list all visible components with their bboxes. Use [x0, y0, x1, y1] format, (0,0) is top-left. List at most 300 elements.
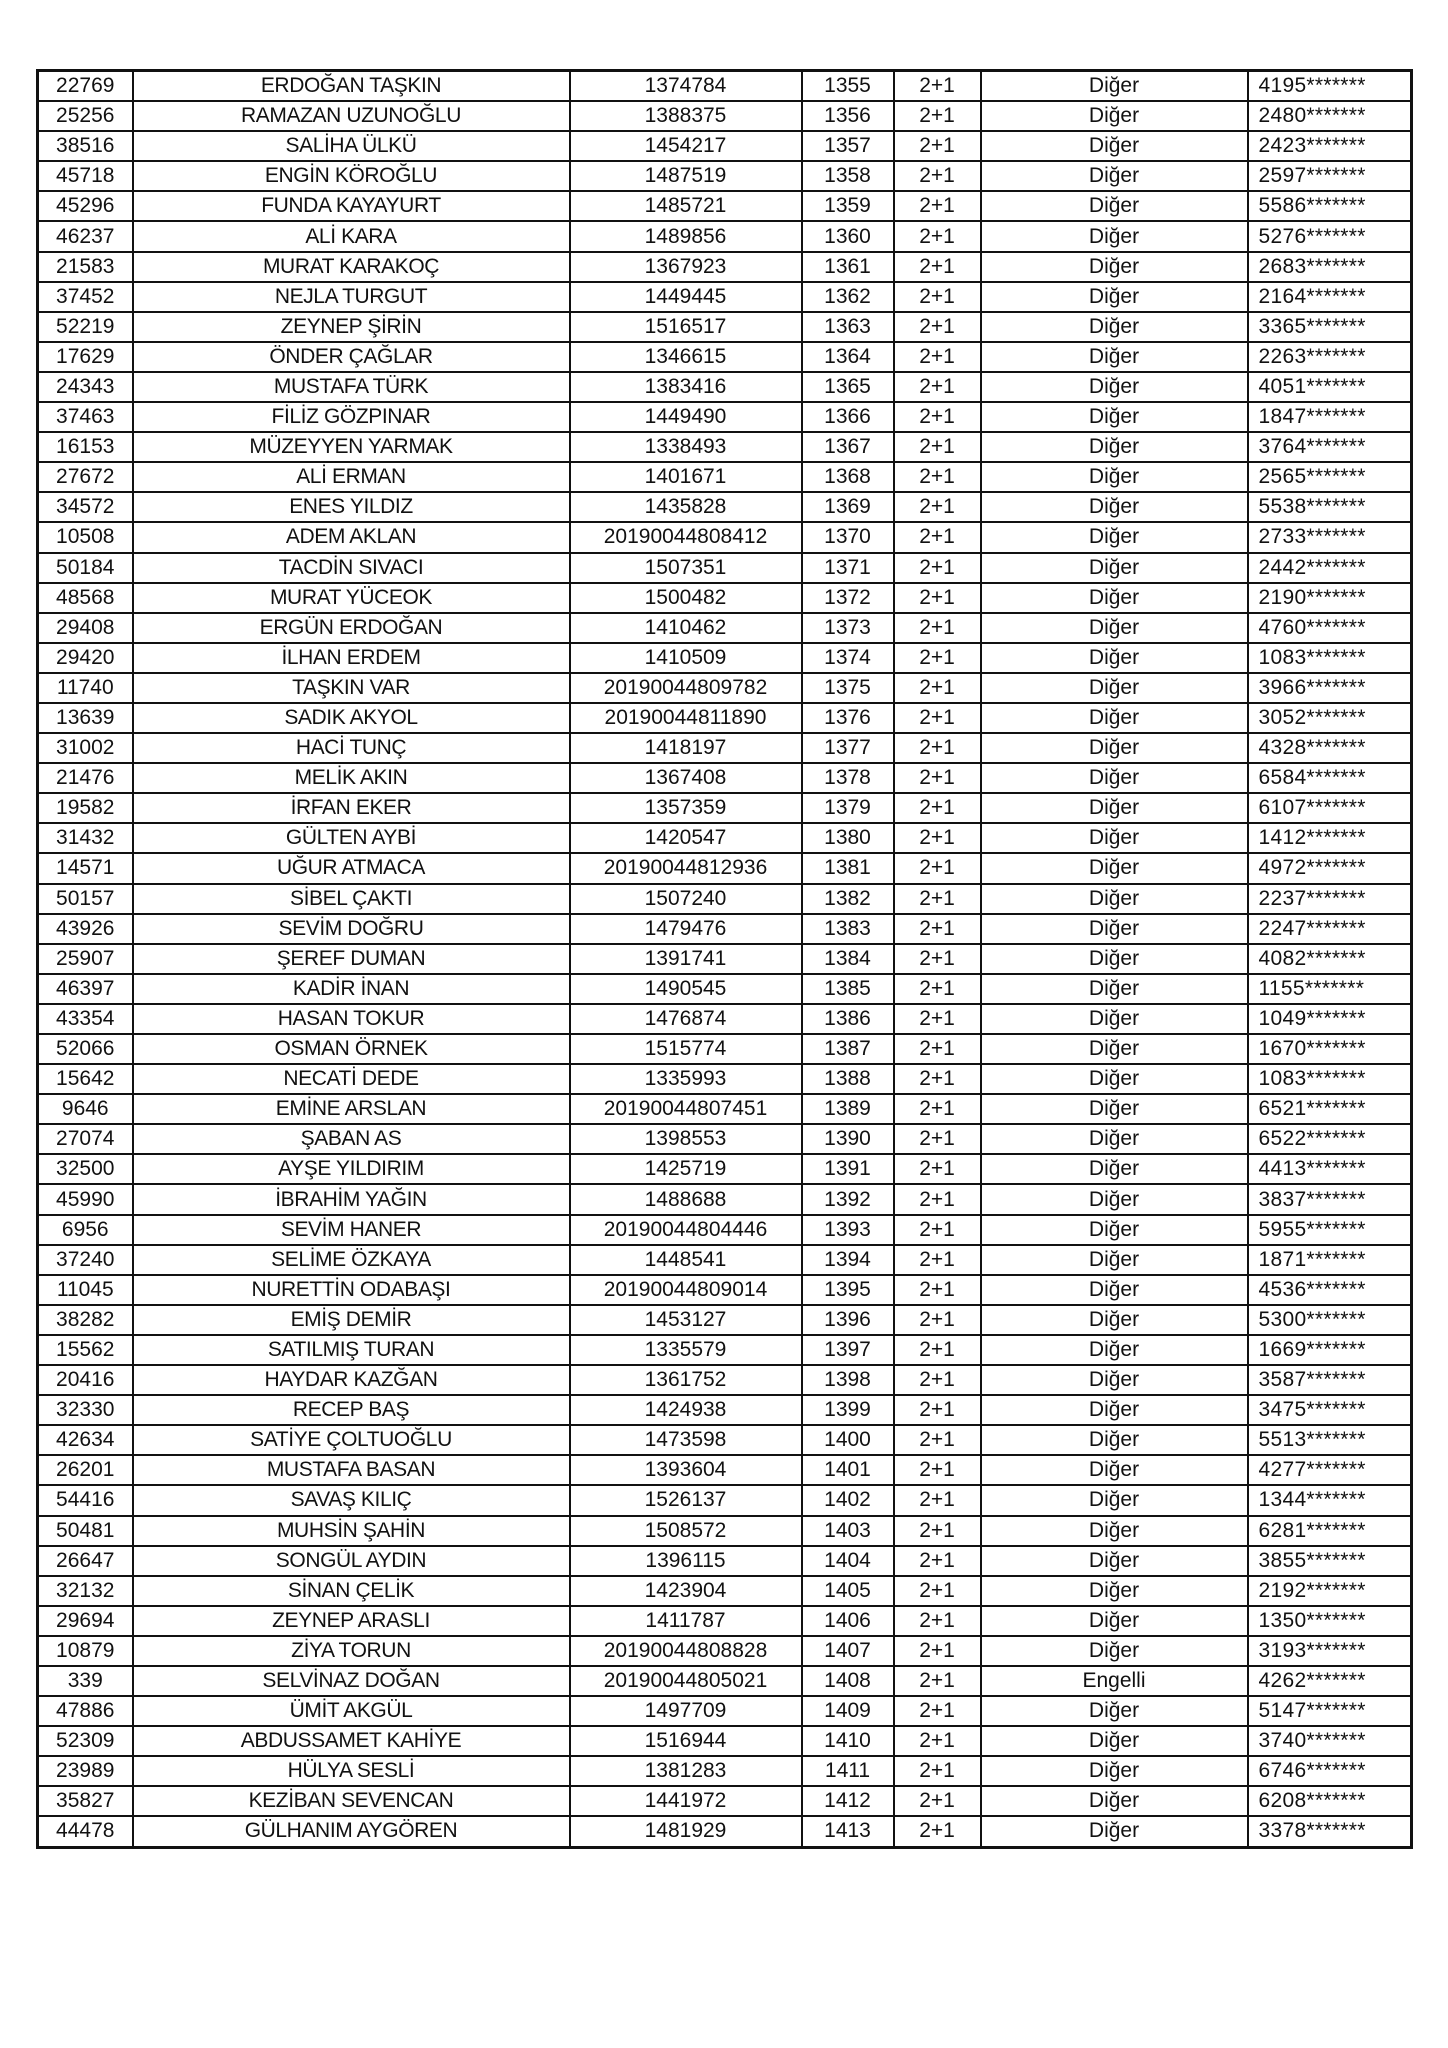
house-type-cell: 2+1 — [894, 522, 981, 552]
full-name-cell: SADIK AKYOL — [133, 703, 570, 733]
masked-id-cell: 1344******* — [1248, 1485, 1412, 1515]
application-no-cell: 25907 — [38, 944, 133, 974]
masked-id-cell: 2263******* — [1248, 342, 1412, 372]
table-row — [38, 673, 1412, 703]
draw-order-cell: 1357 — [802, 131, 894, 161]
house-type-cell: 2+1 — [894, 914, 981, 944]
reference-no-cell: 20190044809014 — [570, 1275, 802, 1305]
reference-no-cell: 1391741 — [570, 944, 802, 974]
house-type-cell: 2+1 — [894, 1064, 981, 1094]
masked-id-cell: 5586******* — [1248, 191, 1412, 221]
full-name-cell: SATILMIŞ TURAN — [133, 1335, 570, 1365]
category-cell: Diğer — [981, 221, 1248, 251]
application-no-cell: 11045 — [38, 1275, 133, 1305]
category-cell: Diğer — [981, 1004, 1248, 1034]
reference-no-cell: 1410462 — [570, 613, 802, 643]
masked-id-cell: 4051******* — [1248, 372, 1412, 402]
full-name-cell: SEVİM HANER — [133, 1215, 570, 1245]
application-no-cell: 22769 — [38, 71, 133, 102]
house-type-cell: 2+1 — [894, 71, 981, 102]
category-cell: Diğer — [981, 131, 1248, 161]
table-row — [38, 884, 1412, 914]
reference-no-cell: 20190044808828 — [570, 1636, 802, 1666]
application-no-cell: 31432 — [38, 823, 133, 853]
house-type-cell: 2+1 — [894, 101, 981, 131]
house-type-cell: 2+1 — [894, 432, 981, 462]
house-type-cell: 2+1 — [894, 282, 981, 312]
category-cell: Diğer — [981, 1756, 1248, 1786]
draw-order-cell: 1382 — [802, 884, 894, 914]
category-cell: Diğer — [981, 914, 1248, 944]
house-type-cell: 2+1 — [894, 1395, 981, 1425]
full-name-cell: FİLİZ GÖZPINAR — [133, 402, 570, 432]
draw-order-cell: 1402 — [802, 1485, 894, 1515]
house-type-cell: 2+1 — [894, 1696, 981, 1726]
table-row — [38, 1064, 1412, 1094]
masked-id-cell: 1412******* — [1248, 823, 1412, 853]
category-cell: Diğer — [981, 673, 1248, 703]
reference-no-cell: 1449490 — [570, 402, 802, 432]
application-no-cell: 45718 — [38, 161, 133, 191]
category-cell: Diğer — [981, 583, 1248, 613]
category-cell: Diğer — [981, 1546, 1248, 1576]
reference-no-cell: 20190044807451 — [570, 1094, 802, 1124]
draw-order-cell: 1376 — [802, 703, 894, 733]
draw-order-cell: 1386 — [802, 1004, 894, 1034]
application-no-cell: 9646 — [38, 1094, 133, 1124]
reference-no-cell: 1508572 — [570, 1516, 802, 1546]
draw-order-cell: 1409 — [802, 1696, 894, 1726]
house-type-cell: 2+1 — [894, 613, 981, 643]
draw-order-cell: 1392 — [802, 1184, 894, 1214]
draw-order-cell: 1362 — [802, 282, 894, 312]
draw-order-cell: 1412 — [802, 1786, 894, 1816]
draw-order-cell: 1384 — [802, 944, 894, 974]
house-type-cell: 2+1 — [894, 553, 981, 583]
reference-no-cell: 1393604 — [570, 1455, 802, 1485]
application-no-cell: 46237 — [38, 221, 133, 251]
masked-id-cell: 2190******* — [1248, 583, 1412, 613]
reference-no-cell: 1361752 — [570, 1365, 802, 1395]
category-cell: Diğer — [981, 522, 1248, 552]
category-cell: Diğer — [981, 553, 1248, 583]
reference-no-cell: 1441972 — [570, 1786, 802, 1816]
full-name-cell: KEZİBAN SEVENCAN — [133, 1786, 570, 1816]
category-cell: Diğer — [981, 823, 1248, 853]
masked-id-cell: 3365******* — [1248, 312, 1412, 342]
category-cell: Diğer — [981, 1636, 1248, 1666]
draw-order-cell: 1380 — [802, 823, 894, 853]
full-name-cell: ŞABAN AS — [133, 1124, 570, 1154]
reference-no-cell: 1418197 — [570, 733, 802, 763]
table-row — [38, 853, 1412, 883]
full-name-cell: GÜLHANIM AYGÖREN — [133, 1816, 570, 1847]
application-no-cell: 32500 — [38, 1154, 133, 1184]
masked-id-cell: 4277******* — [1248, 1455, 1412, 1485]
application-no-cell: 45296 — [38, 191, 133, 221]
application-no-cell: 50184 — [38, 553, 133, 583]
table-row — [38, 1004, 1412, 1034]
reference-no-cell: 1388375 — [570, 101, 802, 131]
draw-order-cell: 1378 — [802, 763, 894, 793]
table-row — [38, 553, 1412, 583]
draw-order-cell: 1385 — [802, 974, 894, 1004]
masked-id-cell: 2480******* — [1248, 101, 1412, 131]
table-row — [38, 1184, 1412, 1214]
category-cell: Diğer — [981, 161, 1248, 191]
category-cell: Diğer — [981, 101, 1248, 131]
masked-id-cell: 1670******* — [1248, 1034, 1412, 1064]
draw-order-cell: 1365 — [802, 372, 894, 402]
house-type-cell: 2+1 — [894, 462, 981, 492]
application-no-cell: 42634 — [38, 1425, 133, 1455]
masked-id-cell: 1669******* — [1248, 1335, 1412, 1365]
category-cell: Diğer — [981, 733, 1248, 763]
application-no-cell: 52219 — [38, 312, 133, 342]
house-type-cell: 2+1 — [894, 372, 981, 402]
full-name-cell: AYŞE YILDIRIM — [133, 1154, 570, 1184]
house-type-cell: 2+1 — [894, 944, 981, 974]
full-name-cell: ERGÜN ERDOĞAN — [133, 613, 570, 643]
category-cell: Diğer — [981, 282, 1248, 312]
draw-order-cell: 1391 — [802, 1154, 894, 1184]
table-row — [38, 1034, 1412, 1064]
house-type-cell: 2+1 — [894, 1756, 981, 1786]
masked-id-cell: 3966******* — [1248, 673, 1412, 703]
full-name-cell: GÜLTEN AYBİ — [133, 823, 570, 853]
masked-id-cell: 6522******* — [1248, 1124, 1412, 1154]
masked-id-cell: 6208******* — [1248, 1786, 1412, 1816]
table-row — [38, 1395, 1412, 1425]
draw-order-cell: 1374 — [802, 643, 894, 673]
masked-id-cell: 4195******* — [1248, 71, 1412, 102]
table-row — [38, 131, 1412, 161]
reference-no-cell: 1335993 — [570, 1064, 802, 1094]
reference-no-cell: 1338493 — [570, 432, 802, 462]
table-row — [38, 1485, 1412, 1515]
masked-id-cell: 4328******* — [1248, 733, 1412, 763]
category-cell: Diğer — [981, 1305, 1248, 1335]
masked-id-cell: 5300******* — [1248, 1305, 1412, 1335]
application-no-cell: 37463 — [38, 402, 133, 432]
full-name-cell: SALİHA ÜLKÜ — [133, 131, 570, 161]
house-type-cell: 2+1 — [894, 853, 981, 883]
full-name-cell: ÜMİT AKGÜL — [133, 1696, 570, 1726]
category-cell: Diğer — [981, 402, 1248, 432]
beneficiary-list-table — [36, 69, 1413, 1849]
draw-order-cell: 1372 — [802, 583, 894, 613]
full-name-cell: TAŞKIN VAR — [133, 673, 570, 703]
table-row — [38, 1576, 1412, 1606]
table-row — [38, 1455, 1412, 1485]
reference-no-cell: 20190044808412 — [570, 522, 802, 552]
application-no-cell: 10508 — [38, 522, 133, 552]
full-name-cell: HASAN TOKUR — [133, 1004, 570, 1034]
category-cell: Diğer — [981, 1516, 1248, 1546]
house-type-cell: 2+1 — [894, 161, 981, 191]
category-cell: Diğer — [981, 1606, 1248, 1636]
application-no-cell: 15642 — [38, 1064, 133, 1094]
masked-id-cell: 4413******* — [1248, 1154, 1412, 1184]
reference-no-cell: 1420547 — [570, 823, 802, 853]
application-no-cell: 14571 — [38, 853, 133, 883]
house-type-cell: 2+1 — [894, 583, 981, 613]
masked-id-cell: 4262******* — [1248, 1666, 1412, 1696]
reference-no-cell: 1346615 — [570, 342, 802, 372]
full-name-cell: KADİR İNAN — [133, 974, 570, 1004]
full-name-cell: MÜZEYYEN YARMAK — [133, 432, 570, 462]
house-type-cell: 2+1 — [894, 1606, 981, 1636]
draw-order-cell: 1401 — [802, 1455, 894, 1485]
draw-order-cell: 1358 — [802, 161, 894, 191]
table-row — [38, 703, 1412, 733]
draw-order-cell: 1381 — [802, 853, 894, 883]
application-no-cell: 29694 — [38, 1606, 133, 1636]
masked-id-cell: 6107******* — [1248, 793, 1412, 823]
full-name-cell: SATİYE ÇOLTUOĞLU — [133, 1425, 570, 1455]
full-name-cell: MUHSİN ŞAHİN — [133, 1516, 570, 1546]
application-no-cell: 20416 — [38, 1365, 133, 1395]
reference-no-cell: 1500482 — [570, 583, 802, 613]
table-row — [38, 282, 1412, 312]
masked-id-cell: 2192******* — [1248, 1576, 1412, 1606]
draw-order-cell: 1370 — [802, 522, 894, 552]
masked-id-cell: 6746******* — [1248, 1756, 1412, 1786]
table-row — [38, 1124, 1412, 1154]
application-no-cell: 19582 — [38, 793, 133, 823]
reference-no-cell: 1449445 — [570, 282, 802, 312]
category-cell: Diğer — [981, 974, 1248, 1004]
table-row — [38, 944, 1412, 974]
full-name-cell: EMİŞ DEMİR — [133, 1305, 570, 1335]
reference-no-cell: 1367408 — [570, 763, 802, 793]
house-type-cell: 2+1 — [894, 1094, 981, 1124]
table-row — [38, 643, 1412, 673]
category-cell: Diğer — [981, 884, 1248, 914]
house-type-cell: 2+1 — [894, 1154, 981, 1184]
draw-order-cell: 1406 — [802, 1606, 894, 1636]
draw-order-cell: 1383 — [802, 914, 894, 944]
application-no-cell: 32132 — [38, 1576, 133, 1606]
table-row — [38, 1696, 1412, 1726]
application-no-cell: 37240 — [38, 1245, 133, 1275]
reference-no-cell: 1423904 — [570, 1576, 802, 1606]
draw-order-cell: 1394 — [802, 1245, 894, 1275]
reference-no-cell: 1367923 — [570, 252, 802, 282]
masked-id-cell: 3052******* — [1248, 703, 1412, 733]
table-row — [38, 1666, 1412, 1696]
draw-order-cell: 1356 — [802, 101, 894, 131]
table-row — [38, 101, 1412, 131]
masked-id-cell: 5276******* — [1248, 221, 1412, 251]
masked-id-cell: 5955******* — [1248, 1215, 1412, 1245]
full-name-cell: ZEYNEP ARASLI — [133, 1606, 570, 1636]
masked-id-cell: 2423******* — [1248, 131, 1412, 161]
full-name-cell: ZİYA TORUN — [133, 1636, 570, 1666]
masked-id-cell: 6584******* — [1248, 763, 1412, 793]
draw-order-cell: 1368 — [802, 462, 894, 492]
reference-no-cell: 1473598 — [570, 1425, 802, 1455]
draw-order-cell: 1375 — [802, 673, 894, 703]
reference-no-cell: 1396115 — [570, 1546, 802, 1576]
category-cell: Diğer — [981, 191, 1248, 221]
table-row — [38, 1816, 1412, 1847]
table-row — [38, 613, 1412, 643]
draw-order-cell: 1369 — [802, 492, 894, 522]
application-no-cell: 50157 — [38, 884, 133, 914]
draw-order-cell: 1363 — [802, 312, 894, 342]
table-row — [38, 312, 1412, 342]
draw-order-cell: 1408 — [802, 1666, 894, 1696]
category-cell: Diğer — [981, 1576, 1248, 1606]
full-name-cell: HÜLYA SESLİ — [133, 1756, 570, 1786]
category-cell: Diğer — [981, 1726, 1248, 1756]
full-name-cell: MUSTAFA BASAN — [133, 1455, 570, 1485]
full-name-cell: RECEP BAŞ — [133, 1395, 570, 1425]
reference-no-cell: 1381283 — [570, 1756, 802, 1786]
masked-id-cell: 1083******* — [1248, 1064, 1412, 1094]
reference-no-cell: 1374784 — [570, 71, 802, 102]
house-type-cell: 2+1 — [894, 1485, 981, 1515]
full-name-cell: ENGİN KÖROĞLU — [133, 161, 570, 191]
masked-id-cell: 3475******* — [1248, 1395, 1412, 1425]
reference-no-cell: 1487519 — [570, 161, 802, 191]
reference-no-cell: 1515774 — [570, 1034, 802, 1064]
category-cell: Diğer — [981, 613, 1248, 643]
category-cell: Diğer — [981, 342, 1248, 372]
category-cell: Diğer — [981, 372, 1248, 402]
reference-no-cell: 1424938 — [570, 1395, 802, 1425]
house-type-cell: 2+1 — [894, 1034, 981, 1064]
draw-order-cell: 1397 — [802, 1335, 894, 1365]
application-no-cell: 44478 — [38, 1816, 133, 1847]
table-row — [38, 1094, 1412, 1124]
draw-order-cell: 1404 — [802, 1546, 894, 1576]
application-no-cell: 54416 — [38, 1485, 133, 1515]
application-no-cell: 6956 — [38, 1215, 133, 1245]
draw-order-cell: 1403 — [802, 1516, 894, 1546]
house-type-cell: 2+1 — [894, 1516, 981, 1546]
table-row — [38, 71, 1412, 102]
house-type-cell: 2+1 — [894, 1184, 981, 1214]
masked-id-cell: 4536******* — [1248, 1275, 1412, 1305]
full-name-cell: MELİK AKIN — [133, 763, 570, 793]
reference-no-cell: 1335579 — [570, 1335, 802, 1365]
category-cell: Diğer — [981, 71, 1248, 102]
full-name-cell: RAMAZAN UZUNOĞLU — [133, 101, 570, 131]
house-type-cell: 2+1 — [894, 1666, 981, 1696]
reference-no-cell: 1435828 — [570, 492, 802, 522]
category-cell: Diğer — [981, 1184, 1248, 1214]
application-no-cell: 25256 — [38, 101, 133, 131]
table-row — [38, 583, 1412, 613]
full-name-cell: SİBEL ÇAKTI — [133, 884, 570, 914]
full-name-cell: SAVAŞ KILIÇ — [133, 1485, 570, 1515]
table-row — [38, 1335, 1412, 1365]
house-type-cell: 2+1 — [894, 1546, 981, 1576]
table-row — [38, 763, 1412, 793]
full-name-cell: MUSTAFA TÜRK — [133, 372, 570, 402]
full-name-cell: NECATİ DEDE — [133, 1064, 570, 1094]
reference-no-cell: 1507240 — [570, 884, 802, 914]
reference-no-cell: 1488688 — [570, 1184, 802, 1214]
application-no-cell: 23989 — [38, 1756, 133, 1786]
full-name-cell: SONGÜL AYDIN — [133, 1546, 570, 1576]
table-row — [38, 342, 1412, 372]
house-type-cell: 2+1 — [894, 703, 981, 733]
table-row — [38, 1154, 1412, 1184]
house-type-cell: 2+1 — [894, 1726, 981, 1756]
application-no-cell: 15562 — [38, 1335, 133, 1365]
full-name-cell: ZEYNEP ŞİRİN — [133, 312, 570, 342]
reference-no-cell: 20190044812936 — [570, 853, 802, 883]
full-name-cell: SELİME ÖZKAYA — [133, 1245, 570, 1275]
reference-no-cell: 20190044809782 — [570, 673, 802, 703]
house-type-cell: 2+1 — [894, 191, 981, 221]
reference-no-cell: 1516517 — [570, 312, 802, 342]
table-row — [38, 1606, 1412, 1636]
table-row — [38, 402, 1412, 432]
application-no-cell: 11740 — [38, 673, 133, 703]
application-no-cell: 29408 — [38, 613, 133, 643]
draw-order-cell: 1366 — [802, 402, 894, 432]
table-row — [38, 432, 1412, 462]
draw-order-cell: 1393 — [802, 1215, 894, 1245]
house-type-cell: 2+1 — [894, 1004, 981, 1034]
category-cell: Diğer — [981, 1365, 1248, 1395]
table-row — [38, 1546, 1412, 1576]
draw-order-cell: 1407 — [802, 1636, 894, 1666]
reference-no-cell: 1526137 — [570, 1485, 802, 1515]
house-type-cell: 2+1 — [894, 763, 981, 793]
house-type-cell: 2+1 — [894, 974, 981, 1004]
category-cell: Diğer — [981, 703, 1248, 733]
category-cell: Diğer — [981, 643, 1248, 673]
reference-no-cell: 1425719 — [570, 1154, 802, 1184]
draw-order-cell: 1355 — [802, 71, 894, 102]
application-no-cell: 26647 — [38, 1546, 133, 1576]
application-no-cell: 37452 — [38, 282, 133, 312]
draw-order-cell: 1371 — [802, 553, 894, 583]
masked-id-cell: 3587******* — [1248, 1365, 1412, 1395]
table-row — [38, 1636, 1412, 1666]
table-row — [38, 1726, 1412, 1756]
house-type-cell: 2+1 — [894, 1335, 981, 1365]
category-cell: Diğer — [981, 1425, 1248, 1455]
table-row — [38, 733, 1412, 763]
table-row — [38, 191, 1412, 221]
table-row — [38, 1365, 1412, 1395]
masked-id-cell: 2683******* — [1248, 252, 1412, 282]
draw-order-cell: 1390 — [802, 1124, 894, 1154]
house-type-cell: 2+1 — [894, 1124, 981, 1154]
table-row — [38, 1786, 1412, 1816]
reference-no-cell: 1383416 — [570, 372, 802, 402]
draw-order-cell: 1377 — [802, 733, 894, 763]
table-row — [38, 492, 1412, 522]
reference-no-cell: 1485721 — [570, 191, 802, 221]
application-no-cell: 47886 — [38, 1696, 133, 1726]
application-no-cell: 29420 — [38, 643, 133, 673]
table-row — [38, 252, 1412, 282]
draw-order-cell: 1367 — [802, 432, 894, 462]
application-no-cell: 13639 — [38, 703, 133, 733]
table-row — [38, 793, 1412, 823]
masked-id-cell: 1083******* — [1248, 643, 1412, 673]
full-name-cell: HAYDAR KAZĞAN — [133, 1365, 570, 1395]
draw-order-cell: 1395 — [802, 1275, 894, 1305]
table-body — [38, 71, 1412, 1848]
